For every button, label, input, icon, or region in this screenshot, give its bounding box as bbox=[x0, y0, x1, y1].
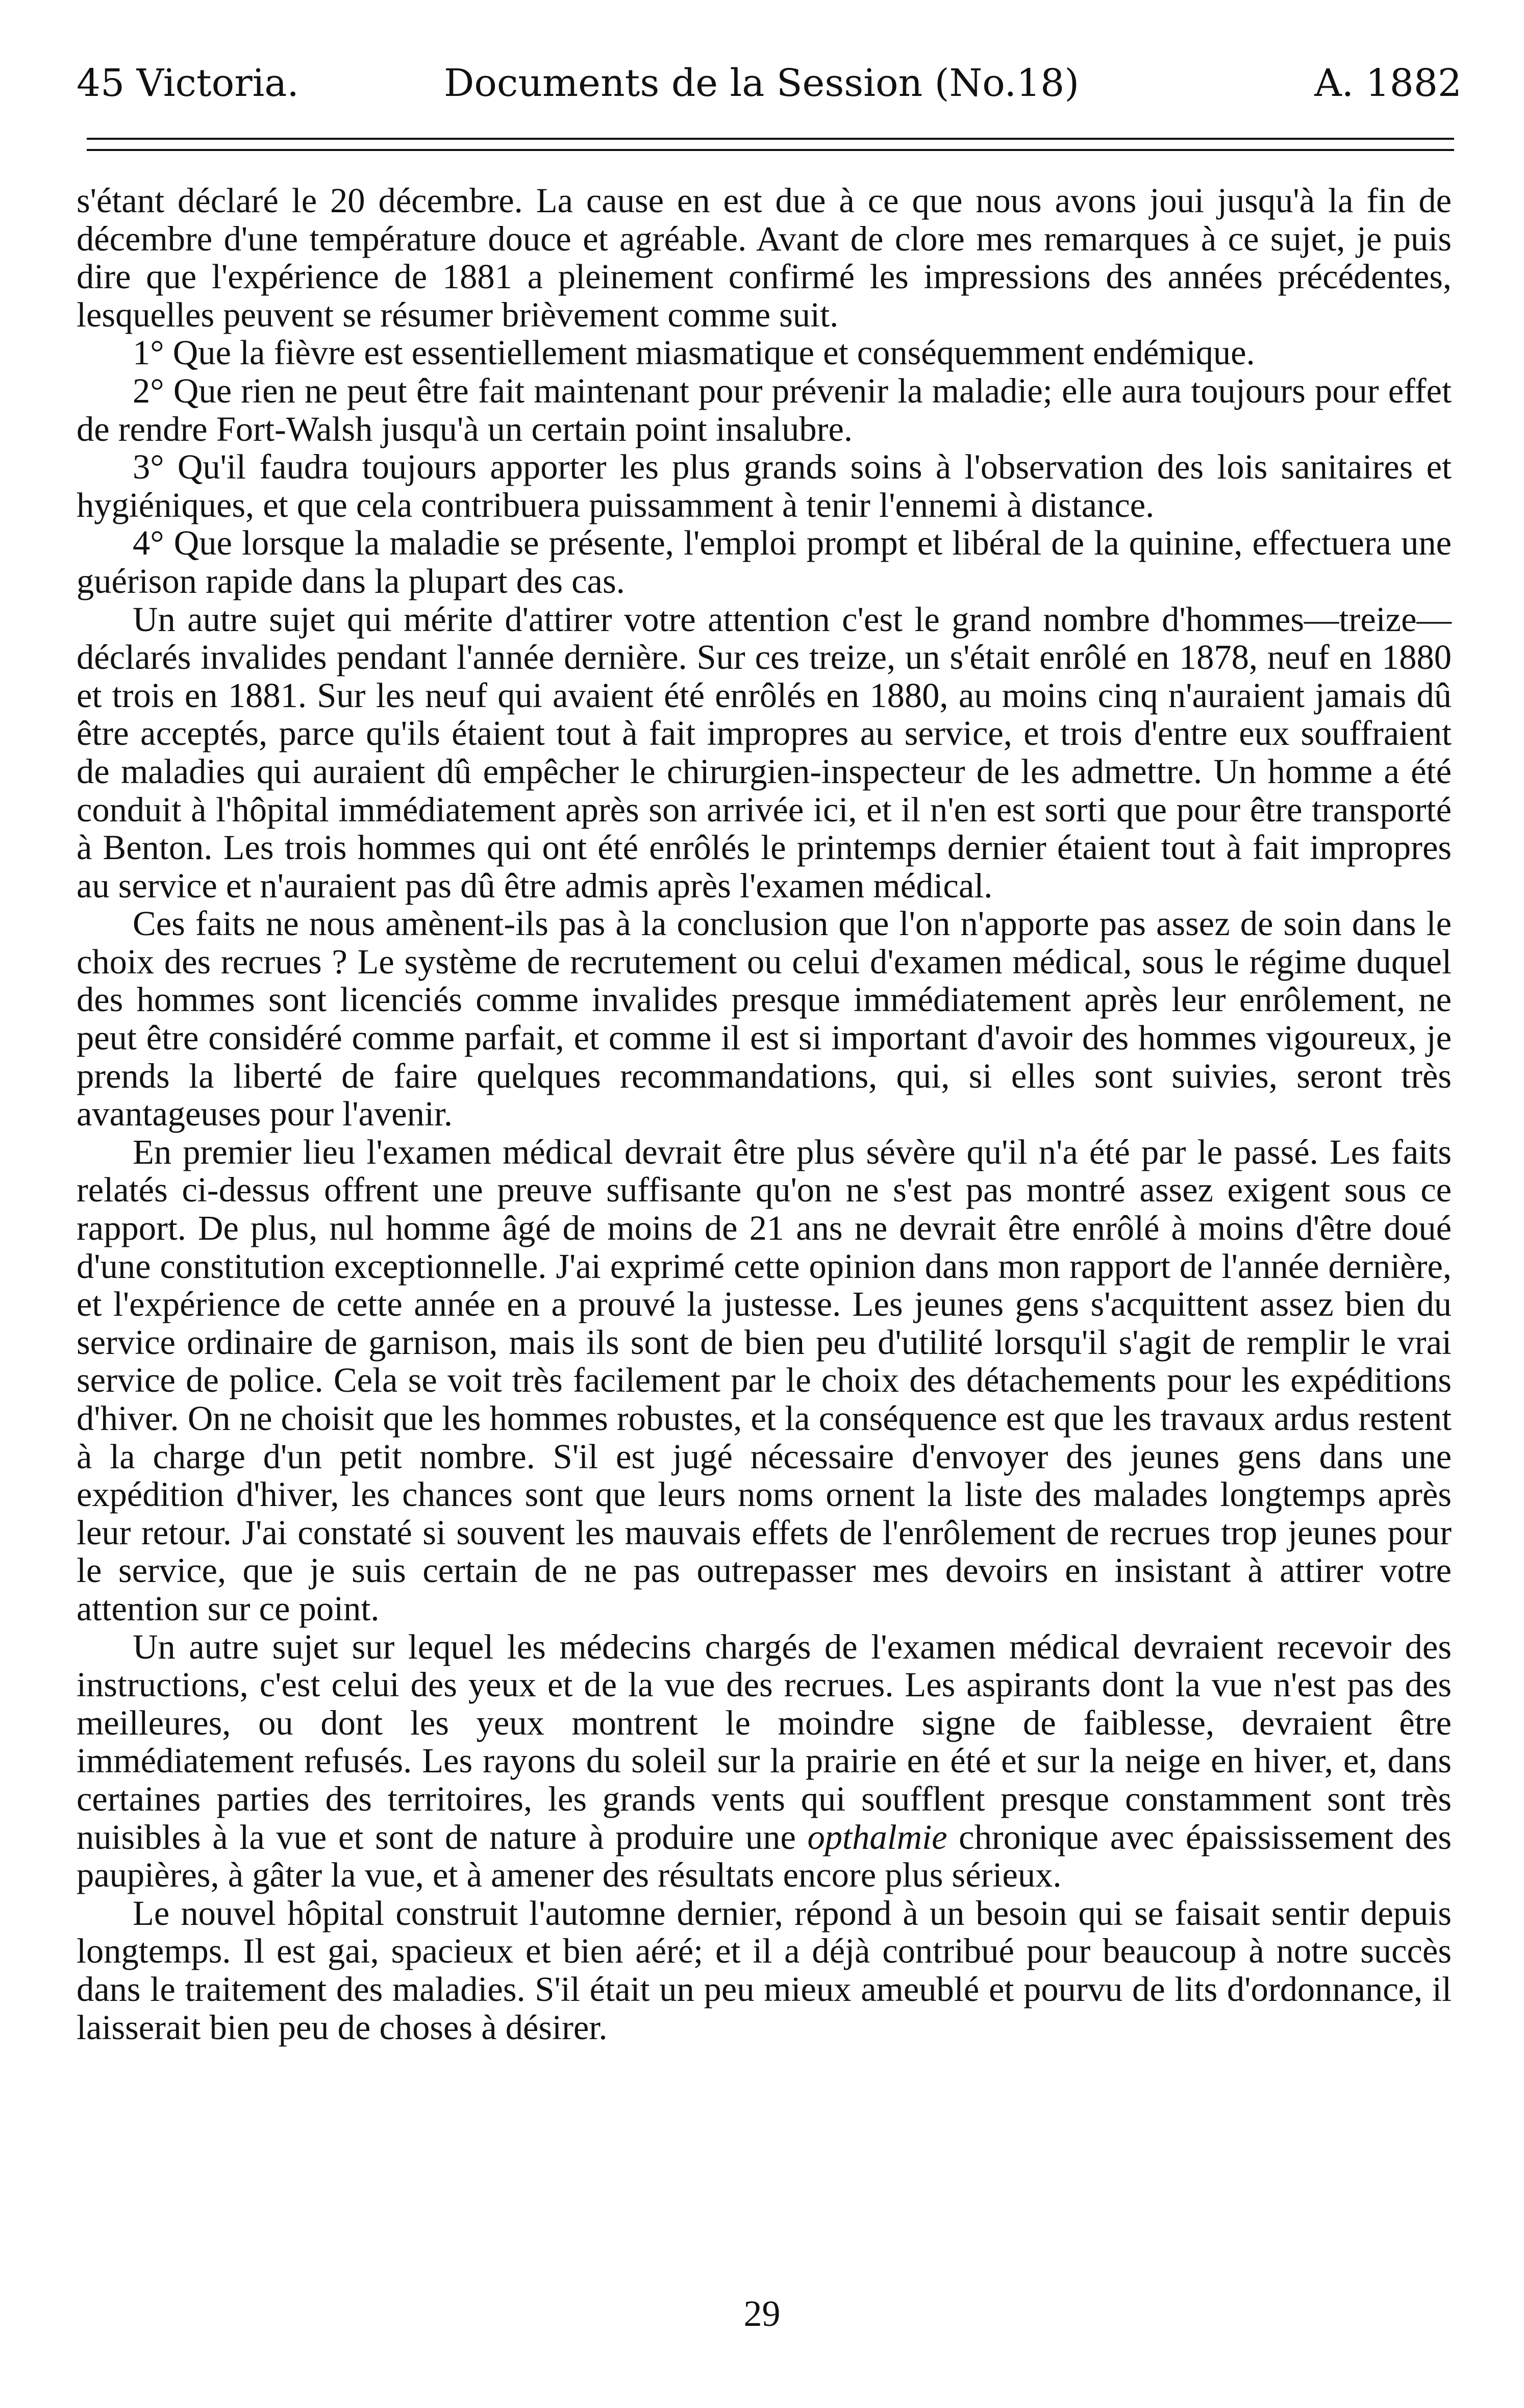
header-rule-thin bbox=[87, 138, 1454, 140]
header-rule-thick bbox=[87, 149, 1454, 151]
paragraph-point-1: 1° Que la fièvre est essentiellement miasmatique et conséquemment endémique. bbox=[133, 333, 1255, 372]
paragraph-medical-exam: En premier lieu l'examen médical devrait être plus sévère qu'il n'a été par le passé. Les faits relatés ci-dessus offrent une preuve suffisante qu'on ne s'est pas montré assez exigent sous ce rapport. De plus, nul homme âgé de moins de 21 ans ne devrait être enrôlé à moins d'être doué d'une constitution exceptionnelle. J'ai exprimé cette opinion dans mon rapport de l'année dernière, et l'expérience de cette année en a prouvé la justesse. Les jeunes gens s'acquittent assez bien du service ordinaire de garnison, mais ils sont de bien peu d'utilité lorsqu'il s'agit de remplir le vrai service de police. Cela se voit très facilement par le choix des détachements pour les expéditions d'hiver. On ne choisit que les hommes robustes, et la conséquence est que les travaux ardus restent à la charge d'un petit nombre. S'il est jugé nécessaire d'envoyer des jeunes gens dans une expédition d'hiver, les chances sont que leurs noms ornent la liste des malades longtemps après leur retour. J'ai constaté si souvent les mauvais effets de l'enrôlement de recrues trop jeunes pour le service, que je suis certain de ne pas outrepasser mes devoirs en insistant à attirer votre attention sur ce point. bbox=[77, 1132, 1452, 1628]
eyesight-italic-term: opthalmie bbox=[807, 1817, 947, 1857]
page-number: 29 bbox=[743, 2293, 781, 2334]
header-year: A. 1882 bbox=[1314, 61, 1462, 105]
paragraph-point-2: 2° Que rien ne peut être fait maintenant pour prévenir la maladie; elle aura toujours pour effet de rendre Fort-Walsh jusqu'à un certain point insalubre. bbox=[77, 371, 1452, 448]
page-header bbox=[77, 55, 1462, 111]
paragraph-recruitment: Ces faits ne nous amènent-ils pas à la conclusion que l'on n'apporte pas assez de soin dans le choix des recrues ? Le système de recrutement ou celui d'examen médical, sous le régime duquel des hommes sont licenciés comme invalides presque immédiatement après leur enrôlement, ne peut être considéré comme parfait, et comme il est si important d'avoir des hommes vigoureux, je prends la liberté de faire quelques recommandations, qui, si elles sont suivies, seront très avantageuses pour l'avenir. bbox=[77, 904, 1452, 1134]
paragraph-point-3: 3° Qu'il faudra toujours apporter les plus grands soins à l'observation des lois sanitaires et hygiéniques, et que cela contribuera puissamment à tenir l'ennemi à distance. bbox=[77, 447, 1452, 524]
header-regnal-year: 45 Victoria. bbox=[77, 61, 299, 105]
body-text bbox=[77, 182, 1452, 2046]
eyesight-text-before: Un autre sujet sur lequel les médecins chargés de l'examen médical devraient recevoir des instructions, c'est celui des yeux et de la vue des recrues. Les aspirants dont la vue n'est pas des meilleures, ou dont les yeux montrent le moindre signe de faiblesse, devraient être immédiatement refusés. Les rayons du soleil sur la prairie en été et sur la neige en hiver, et, dans certaines parties des territoires, les grands vents qui soufflent presque constamment sont très nuisibles à la vue et sont de nature à produire une bbox=[77, 1627, 1452, 1857]
paragraph-point-4: 4° Que lorsque la maladie se présente, l'emploi prompt et libéral de la quinine, effectuera une guérison rapide dans la plupart des cas. bbox=[77, 523, 1452, 600]
eyesight-text-after: chronique avec épaississement des paupières, à gâter la vue, et à amener des résultats encore plus sérieux. bbox=[77, 1817, 1452, 1895]
paragraph-continuation: s'étant déclaré le 20 décembre. La cause en est due à ce que nous avons joui jusqu'à la fin de décembre d'une température douce et agréable. Avant de clore mes remarques à ce sujet, je puis dire que l'expérience de 1881 a pleinement confirmé les impressions des années précédentes, lesquelles peuvent se résumer brièvement comme suit. bbox=[77, 181, 1452, 334]
paragraph-hospital: Le nouvel hôpital construit l'automne dernier, répond à un besoin qui se faisait sentir depuis longtemps. Il est gai, spacieux et bien aéré; et il a déjà contribué pour beaucoup à notre succès dans le traitement des maladies. S'il était un peu mieux ameublé et pourvu de lits d'ordonnance, il laisserait bien peu de choses à désirer. bbox=[77, 1893, 1452, 2047]
paragraph-invalids: Un autre sujet qui mérite d'attirer votre attention c'est le grand nombre d'hommes—treize—déclarés invalides pendant l'année dernière. Sur ces treize, un s'était enrôlé en 1878, neuf en 1880 et trois en 1881. Sur les neuf qui avaient été enrôlés en 1880, au moins cinq n'auraient jamais dû être acceptés, parce qu'ils étaient tout à fait impropres au service, et trois d'entre eux souffraient de maladies qui auraient dû empêcher le chirurgien-inspecteur de les admettre. Un homme a été conduit à l'hôpital immédiatement après son arrivée ici, et il n'en est sorti que pour être transporté à Benton. Les trois hommes qui ont été enrôlés le printemps dernier étaient tout à fait impropres au service et n'auraient pas dû être admis après l'examen médical. bbox=[77, 599, 1452, 905]
paragraph-eyesight bbox=[77, 1628, 1452, 1894]
header-title: Documents de la Session (No.18) bbox=[444, 61, 1080, 105]
